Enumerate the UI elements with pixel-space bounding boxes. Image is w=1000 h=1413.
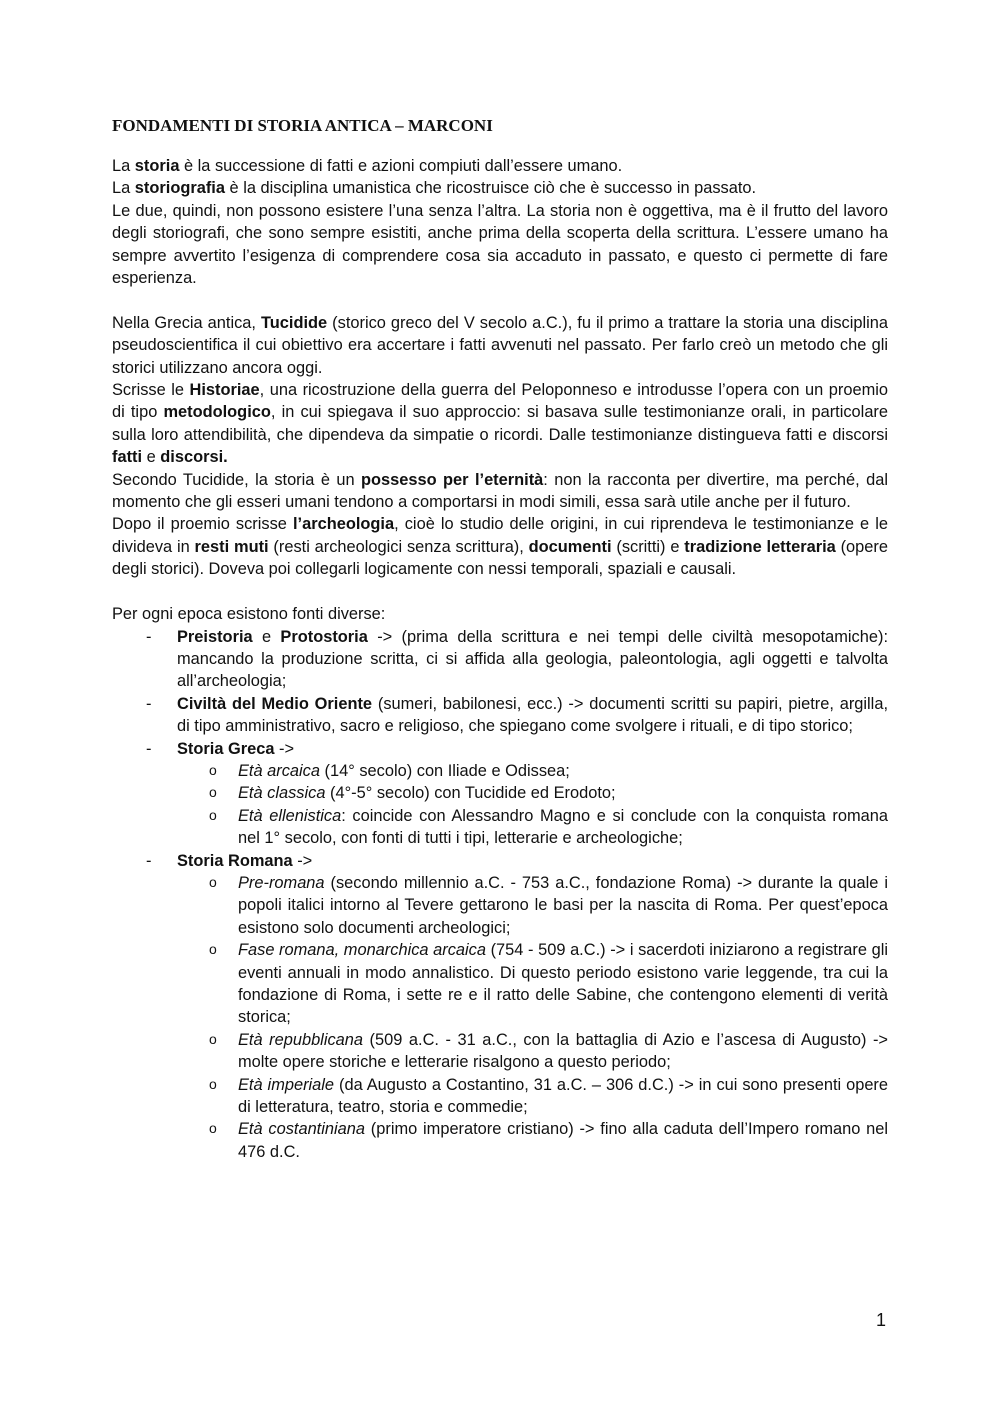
list-item-medio-oriente: [112, 693, 888, 738]
dash-marker: -: [146, 694, 152, 713]
circle-marker: o: [209, 1075, 217, 1092]
bold-term: Protostoria: [280, 627, 368, 646]
list-item-preistoria: [112, 626, 888, 693]
text-span: : coincide con Alessandro Magno e si conclude con la conquista romana nel 1° secolo, con fonti di tutti i tipi, letterarie e archeologiche;: [238, 806, 888, 848]
bold-term: l’archeologia: [293, 515, 395, 534]
sublist-greca: [177, 760, 888, 850]
document-title: FONDAMENTI DI STORIA ANTICA – MARCONI: [112, 116, 493, 135]
bold-term: resti muti: [194, 537, 269, 556]
sublist-item: [177, 805, 888, 850]
document-page: [112, 112, 888, 1163]
sublist-item: [177, 1074, 888, 1119]
text-span: Scrisse le: [112, 381, 190, 400]
circle-marker: o: [209, 1030, 217, 1047]
bold-term: possesso per l’eternità: [361, 470, 544, 489]
text-span: (754 - 509 a.C.) -> i sacerdoti iniziarono a registrare gli eventi annuali in modo annalistico. Di questo periodo esistono varie leggende, tra cui la fondazione di Roma, i sette re e il ratto delle Sabine, che contengono elementi di verità storica;: [238, 941, 888, 1027]
text-span: è la successione di fatti e azioni compiuti dall’essere umano.: [179, 157, 623, 175]
circle-marker: o: [209, 761, 217, 778]
list-item-storia-greca: [112, 738, 888, 850]
sublist-item: [177, 872, 888, 939]
paragraph-tucidide: [112, 312, 888, 379]
sublist-item: [177, 1029, 888, 1074]
circle-marker: o: [209, 784, 217, 801]
paragraph-spacer: [112, 289, 888, 311]
bold-term: storia: [134, 157, 180, 175]
list-item-storia-romana: [112, 850, 888, 1164]
dash-marker: -: [146, 739, 152, 758]
italic-term: Età ellenistica: [238, 806, 342, 825]
text-span: : non la racconta per divertire, ma perché, dal momento che gli esseri umani tendono a comportarsi in modi simili, essa sarà utile anche per il futuro.: [112, 470, 888, 512]
bold-term: documenti: [528, 537, 612, 556]
italic-term: Età classica: [238, 784, 326, 803]
text-span: (14° secolo) con Iliade e Odissea;: [320, 761, 570, 780]
sublist-item: [177, 760, 888, 782]
paragraph-intro: Le due, quindi, non possono esistere l’una senza l’altra. La storia non è oggettiva, ma è il frutto del lavoro degli storiografi, che sono sempre esistiti, anche prima della scoperta della scrittura. L’essere umano ha sempre avvertito l’esigenza di comprendere cosa sia accaduto in passato, e questo ci permette di fare esperienza.: [112, 201, 888, 288]
text-span: e: [252, 627, 281, 646]
text-span: ->: [292, 851, 313, 870]
bold-term: fatti: [112, 448, 143, 467]
bold-term: Tucidide: [260, 313, 328, 332]
text-span: (da Augusto a Costantino, 31 a.C. – 306 d.C.) -> in cui sono presenti opere di letteratura, teatro, storia e commedie;: [238, 1075, 889, 1117]
bold-term: Storia Greca: [177, 739, 275, 758]
paragraph-archeologia: [112, 513, 888, 580]
text-span: ->: [274, 739, 295, 758]
sublist-item: [177, 1118, 888, 1163]
bold-term: metodologico: [163, 403, 271, 422]
sublist-item: [177, 939, 888, 1029]
text-span: (resti archeologici senza scrittura),: [268, 537, 529, 556]
circle-marker: o: [209, 1120, 217, 1137]
text-span: Secondo Tucidide, la storia è un: [112, 470, 361, 489]
text-span: La: [112, 157, 135, 175]
text-span: , in cui spiegava il suo approccio: si basava sulle testimonianze orali, in particolare sulla loro attendibilità, che dipendeva da simpatie o ricordi. Dalle testimonianze distingueva fatti e discorsi: [112, 403, 889, 444]
sublist-romana: [177, 872, 888, 1163]
text-span: -> (prima della scrittura e nei tempi delle civiltà mesopotamiche): mancando la produzione scritta, ci si affida alla geologia, paleontologia, agli oggetti e talvolta all’archeologia;: [177, 627, 888, 691]
sublist-item: [177, 782, 888, 804]
text-span: Nella Grecia antica,: [112, 313, 261, 332]
bold-term: Historiae: [189, 381, 260, 400]
text-span: Dopo il proemio scrisse: [112, 515, 293, 534]
paragraph-eternita: [112, 469, 888, 514]
italic-term: Pre-romana: [238, 873, 325, 892]
bold-term: discorsi.: [160, 448, 228, 467]
text-span: (primo imperatore cristiano) -> fino alla caduta dell’Impero romano nel 476 d.C.: [238, 1120, 889, 1161]
bold-term: Preistoria: [177, 627, 253, 646]
italic-term: Età imperiale: [238, 1075, 335, 1094]
text-span: (4°-5° secolo) con Tucidide ed Erodoto;: [325, 784, 616, 803]
text-span: (509 a.C. - 31 a.C., con la battaglia di Azio e l’ascesa di Augusto) -> molte opere storiche e letterarie risalgono a questo periodo;: [238, 1030, 888, 1072]
bold-term: tradizione letteraria: [684, 537, 836, 556]
circle-marker: o: [209, 941, 217, 958]
italic-term: Età arcaica: [238, 761, 320, 780]
bold-term: Storia Romana: [177, 851, 293, 870]
text-span: (sumeri, babilonesi, ecc.) -> documenti scritti su papiri, pietre, argilla, di tipo amministrativo, sacro e religioso, che spiegano come svolgere i rituali, e di tipo storico;: [177, 694, 888, 736]
bold-term: storiografia: [134, 179, 225, 198]
paragraph-storia: [112, 155, 888, 177]
paragraph-storiografia: [112, 177, 888, 199]
text-span: (opere degli storici). Doveva poi collegarli logicamente con nessi temporali, spaziali e causali.: [112, 537, 888, 579]
text-span: , una ricostruzione della guerra del Peloponneso e introdusse l’opera con un proemio di tipo: [112, 381, 888, 422]
paragraph-historiae: [112, 379, 888, 469]
text-span: (scritti) e: [611, 537, 685, 556]
dash-marker: -: [146, 851, 152, 870]
circle-marker: o: [209, 873, 217, 890]
text-span: e: [142, 448, 161, 467]
paragraph-spacer: [112, 581, 888, 603]
italic-term: Età costantiniana: [238, 1120, 365, 1139]
sources-list: [112, 626, 888, 1164]
page-number: 1: [876, 1310, 887, 1330]
dash-marker: -: [146, 627, 152, 646]
text-span: (secondo millennio a.C. - 753 a.C., fondazione Roma) -> durante la quale i popoli italici intorno al Tevere gettarono le basi per la nascita di Roma. Per quest’epoca esistono solo documenti archeologici;: [238, 873, 888, 937]
text-span: (storico greco del V secolo a.C.), fu il primo a trattare la storia una disciplina pseudoscientifica il cui obiettivo era accertare i fatti avvenuti nel passato. Per farlo creò un metodo che gli storici utilizzano ancora oggi.: [112, 313, 888, 377]
circle-marker: o: [209, 806, 217, 823]
text-span: , cioè lo studio delle origini, in cui riprendeva le testimonianze e le divideva in: [112, 515, 888, 556]
italic-term: Fase romana, monarchica arcaica: [238, 941, 486, 960]
bold-term: Civiltà del Medio Oriente: [177, 694, 373, 713]
text-span: è la disciplina umanistica che ricostruisce ciò che è successo in passato.: [224, 179, 757, 198]
paragraph-fonti: Per ogni epoca esistono fonti diverse:: [112, 605, 386, 624]
text-span: La: [112, 179, 135, 198]
italic-term: Età repubblicana: [238, 1030, 364, 1049]
